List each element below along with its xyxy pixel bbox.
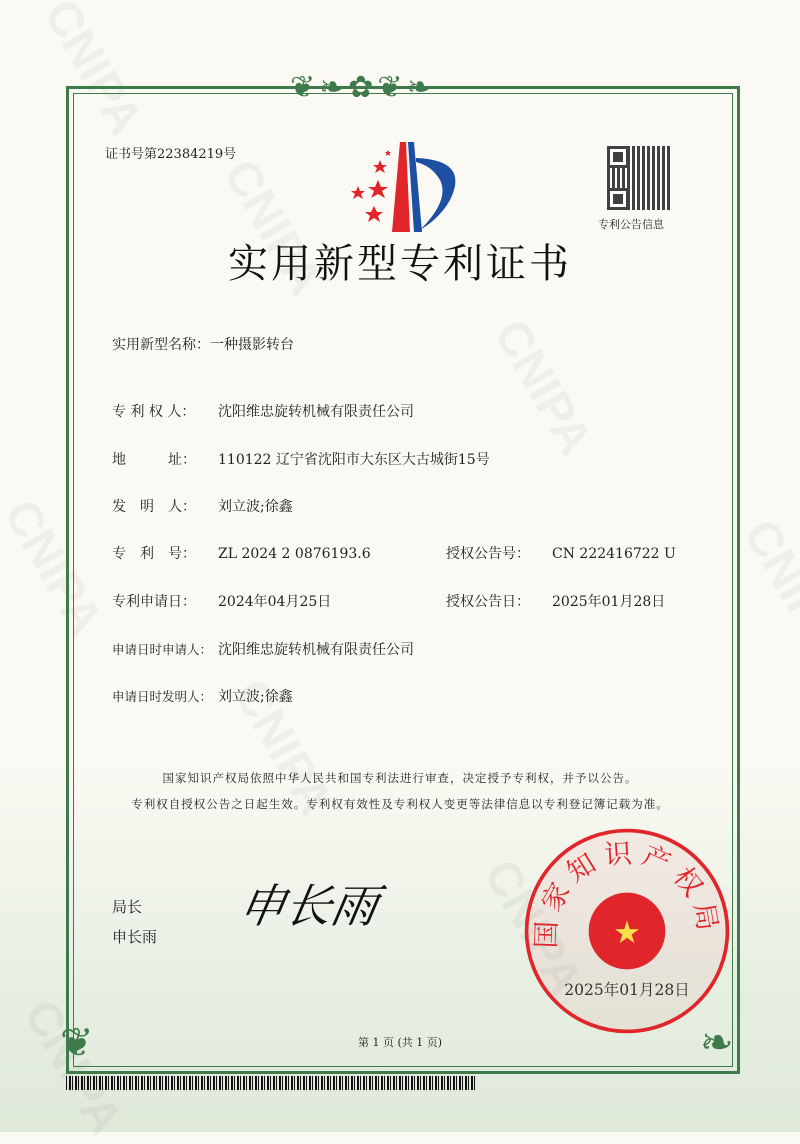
field-inventor	[112, 496, 293, 516]
page-number: 第 1 页 (共 1 页)	[357, 1036, 443, 1049]
ornament-corner-icon: ❧	[700, 1020, 734, 1066]
field-pub-date	[446, 591, 665, 611]
field-label: 发 明 人：	[112, 499, 196, 515]
field-value: 刘立波;徐鑫	[218, 499, 293, 515]
field-label: 授权公告号：	[446, 546, 530, 562]
field-address	[112, 449, 490, 469]
certificate-number: 证书号第22384219号	[105, 147, 237, 162]
signature: 申长雨	[234, 879, 383, 933]
field-label: 专利申请日：	[112, 594, 196, 610]
notice-line: 专利权自授权公告之日起生效。专利权有效性及专利权人变更等法律信息以专利登记簿记载为准。	[131, 797, 669, 811]
field-inventor-at-filing	[112, 686, 293, 706]
field-label: 专 利 号：	[112, 546, 196, 562]
field-applicant-at-filing	[112, 639, 414, 659]
ornament-top-icon: ❦❧✿❦❧	[290, 70, 436, 105]
director-name: 申长雨	[112, 928, 158, 946]
field-value: ZL 2024 2 0876193.6	[218, 546, 371, 562]
qr-label: 专利公告信息	[598, 218, 664, 231]
page-title: 实用新型专利证书	[228, 241, 572, 287]
field-value: CN 222416722 U	[552, 546, 676, 562]
field-label: 专 利 权 人：	[112, 404, 196, 420]
ornament-corner-icon: ❦	[60, 1020, 94, 1066]
field-value: 110122 辽宁省沈阳市大东区大古城街15号	[218, 452, 490, 468]
seal-date: 2025年01月28日	[564, 980, 690, 999]
director-title: 局长	[112, 898, 143, 916]
field-patentee	[112, 401, 414, 421]
field-value: 2025年01月28日	[552, 594, 666, 610]
qr-code[interactable]	[607, 146, 671, 210]
svg-text:★: ★	[613, 914, 641, 951]
field-value: 沈阳维忠旋转机械有限责任公司	[218, 642, 414, 658]
seal-text: 国家知识产权局	[531, 838, 724, 950]
field-value: 一种摄影转台	[210, 337, 294, 353]
field-label: 授权公告日：	[446, 594, 530, 610]
watermark	[733, 511, 800, 665]
field-value: 沈阳维忠旋转机械有限责任公司	[218, 404, 414, 420]
field-label: 实用新型名称：	[112, 337, 210, 353]
notice-line: 国家知识产权局依照中华人民共和国专利法进行审查，决定授予专利权，并予以公告。	[162, 771, 638, 785]
field-label: 地 址：	[112, 452, 196, 468]
field-value: 刘立波;徐鑫	[218, 689, 293, 705]
barcode	[66, 1076, 476, 1090]
official-seal	[522, 826, 732, 1036]
field-value: 2024年04月25日	[218, 594, 332, 610]
cnipa-logo-icon	[340, 140, 470, 235]
field-pub-no	[446, 543, 676, 563]
field-name	[112, 334, 294, 354]
field-label: 申请日时申请人：	[112, 642, 213, 657]
field-app-date	[112, 591, 331, 611]
field-label: 申请日时发明人：	[112, 689, 213, 704]
field-patent-no	[112, 543, 371, 563]
